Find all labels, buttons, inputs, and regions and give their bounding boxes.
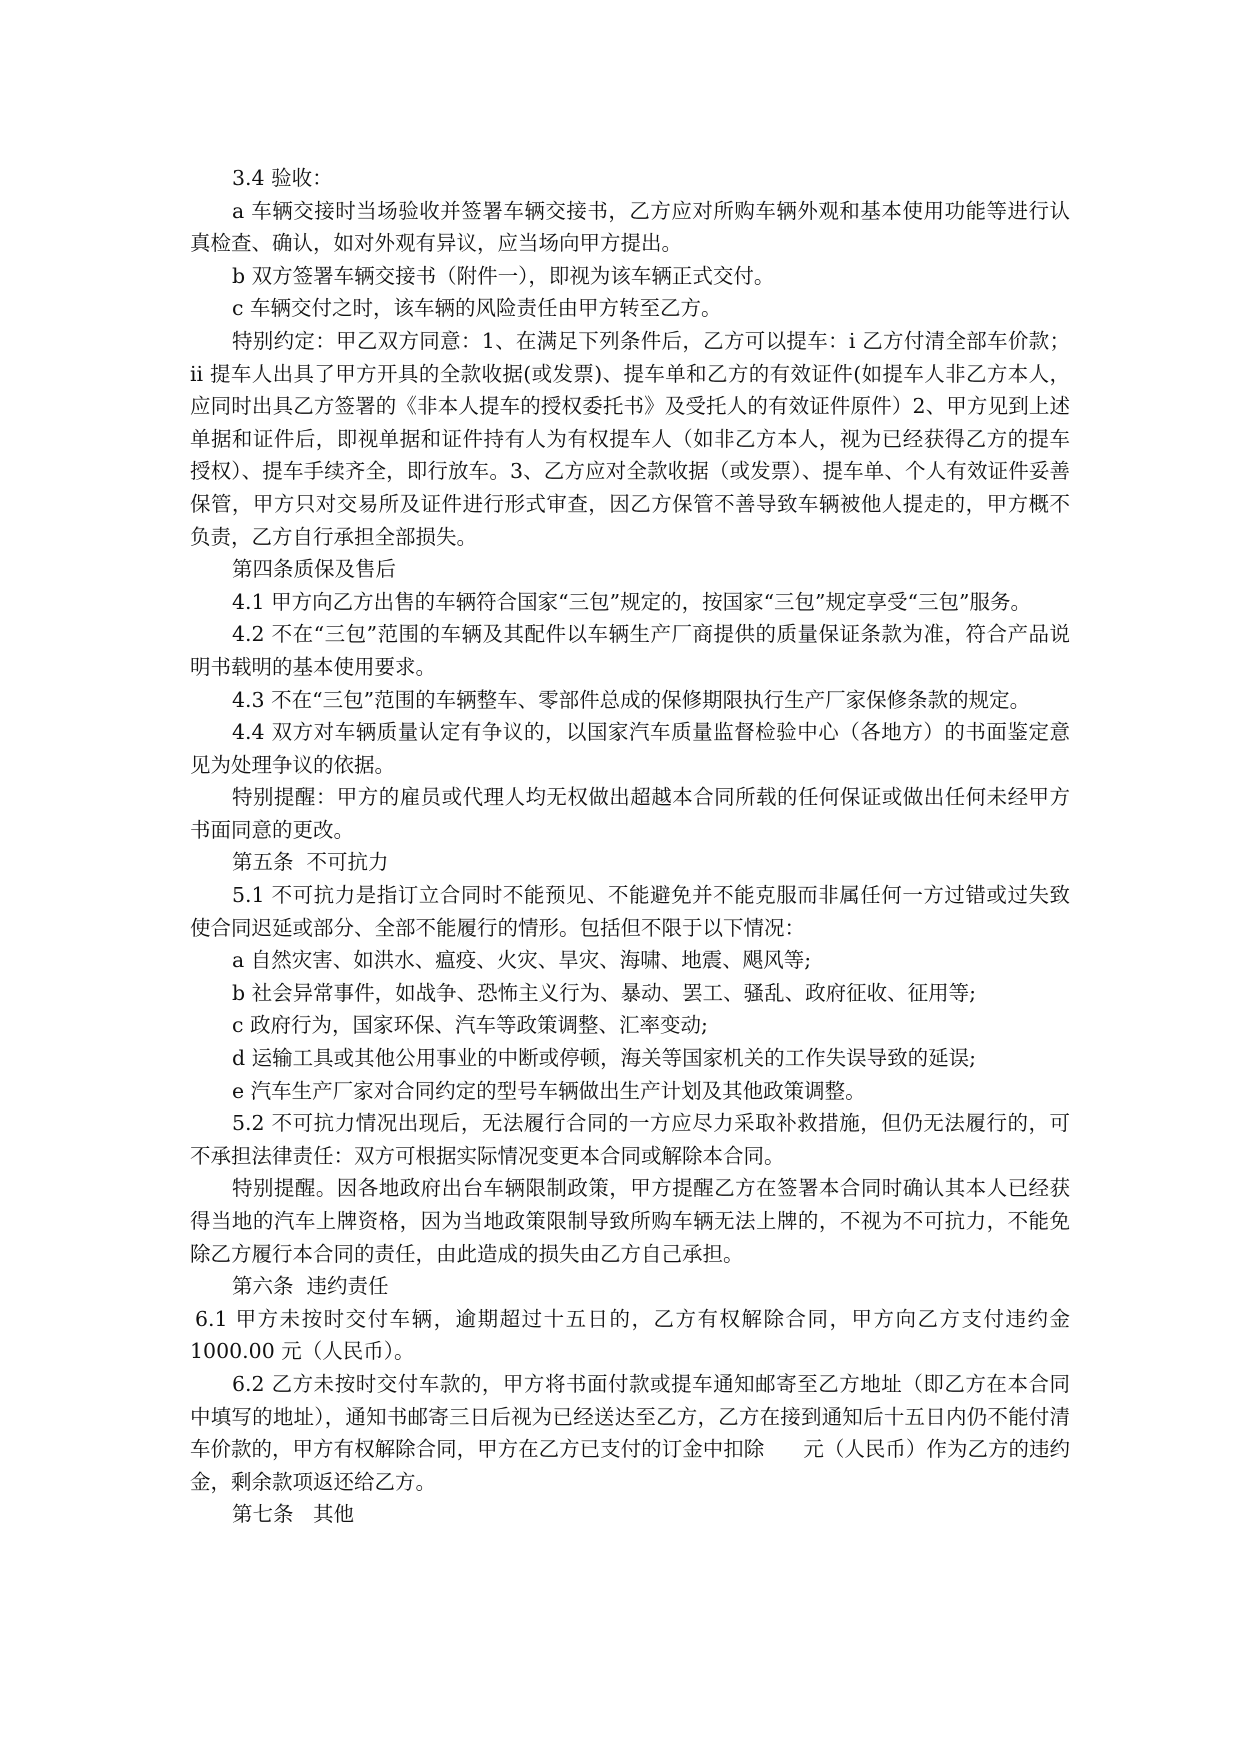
section-heading: 第四条质保及售后: [232, 557, 396, 582]
paragraph: b 双方签署车辆交接书（附件一），即视为该车辆正式交付。: [232, 263, 775, 288]
section-heading: 第五条 不可抗力: [232, 850, 389, 875]
paragraph: 5.1 不可抗力是指订立合同时不能预见、不能避免并不能克服而非属任何一方过错或过失致使合同迟延或部分、全部不能履行的情形。包括但不限于以下情况：: [190, 883, 1070, 940]
paragraph: 特别约定：甲乙双方同意：1、在满足下列条件后，乙方可以提车：i 乙方付清全部车价款；ii 提车人出具了甲方开具的全款收据(或发票)、提车单和乙方的有效证件(如提车人非乙方本人，应同时出具乙方签署的《非本人提车的授权委托书》及受托人的有效证件原件）2、甲方见到上述单据和证件后，即视单据和证件持有人为有权提车人（如非乙方本人，视为已经获得乙方的提车授权）、提车手续齐全，即行放车。3、乙方应对全款收据（或发票）、提车单、个人有效证件妥善保管，甲方只对交易所及证件进行形式审查，因乙方保管不善导致车辆被他人提走的，甲方概不负责，乙方自行承担全部损失。: [190, 328, 1070, 549]
paragraph: 4.1 甲方向乙方出售的车辆符合国家“三包”规定的，按国家“三包”规定享受“三包”服务。: [232, 589, 1031, 614]
paragraph: 6.2 乙方未按时交付车款的，甲方将书面付款或提车通知邮寄至乙方地址（即乙方在本合同中填写的地址），通知书邮寄三日后视为已经送达至乙方，乙方在接到通知后十五日内仍不能付清车价款的，甲方有权解除合同，甲方在乙方已支付的订金中扣除 元（人民币）作为乙方的违约金，剩余款项返还给乙方。: [190, 1371, 1070, 1494]
paragraph: 特别提醒。因各地政府出台车辆限制政策，甲方提醒乙方在签署本合同时确认其本人已经获得当地的汽车上牌资格，因为当地政策限制导致所购车辆无法上牌的，不视为不可抗力，不能免除乙方履行本合同的责任，由此造成的损失由乙方自己承担。: [190, 1176, 1070, 1266]
paragraph: c 政府行为，国家环保、汽车等政策调整、汇率变动;: [232, 1013, 708, 1038]
paragraph: 5.2 不可抗力情况出现后，无法履行合同的一方应尽力采取补救措施，但仍无法履行的，可不承担法律责任：双方可根据实际情况变更本合同或解除本合同。: [190, 1111, 1070, 1168]
paragraph: 4.3 不在“三包”范围的车辆整车、零部件总成的保修期限执行生产厂家保修条款的规定。: [232, 687, 1031, 712]
paragraph: 4.2 不在“三包”范围的车辆及其配件以车辆生产厂商提供的质量保证条款为准，符合产品说明书载明的基本使用要求。: [190, 622, 1070, 679]
paragraph: 4.4 双方对车辆质量认定有争议的，以国家汽车质量监督检验中心（各地方）的书面鉴定意见为处理争议的依据。: [190, 720, 1070, 777]
paragraph: d 运输工具或其他公用事业的中断或停顿，海关等国家机关的工作失误导致的延误;: [232, 1046, 977, 1071]
paragraph: 3.4 验收：: [232, 166, 333, 190]
paragraph: c 车辆交付之时，该车辆的风险责任由甲方转至乙方。: [232, 296, 722, 321]
paragraph: a 自然灾害、如洪水、瘟疫、火灾、旱灾、海啸、地震、飓风等;: [232, 948, 812, 973]
contract-document: [190, 162, 1077, 1531]
paragraph: 6.1 甲方未按时交付车辆，逾期超过十五日的，乙方有权解除合同，甲方向乙方支付违约金 1000.00 元（人民币）。: [190, 1306, 1077, 1364]
paragraph: 特别提醒：甲方的雇员或代理人均无权做出超越本合同所载的任何保证或做出任何未经甲方书面同意的更改。: [190, 785, 1070, 842]
paragraph: b 社会异常事件，如战争、恐怖主义行为、暴动、罢工、骚乱、政府征收、征用等;: [232, 980, 977, 1005]
paragraph: a 车辆交接时当场验收并签署车辆交接书，乙方应对所购车辆外观和基本使用功能等进行认真检查、确认，如对外观有异议，应当场向甲方提出。: [190, 198, 1070, 256]
section-heading: 第六条 违约责任: [232, 1274, 389, 1299]
paragraph: e 汽车生产厂家对合同约定的型号车辆做出生产计划及其他政策调整。: [232, 1078, 866, 1103]
section-heading: 第七条 其他: [232, 1502, 355, 1527]
